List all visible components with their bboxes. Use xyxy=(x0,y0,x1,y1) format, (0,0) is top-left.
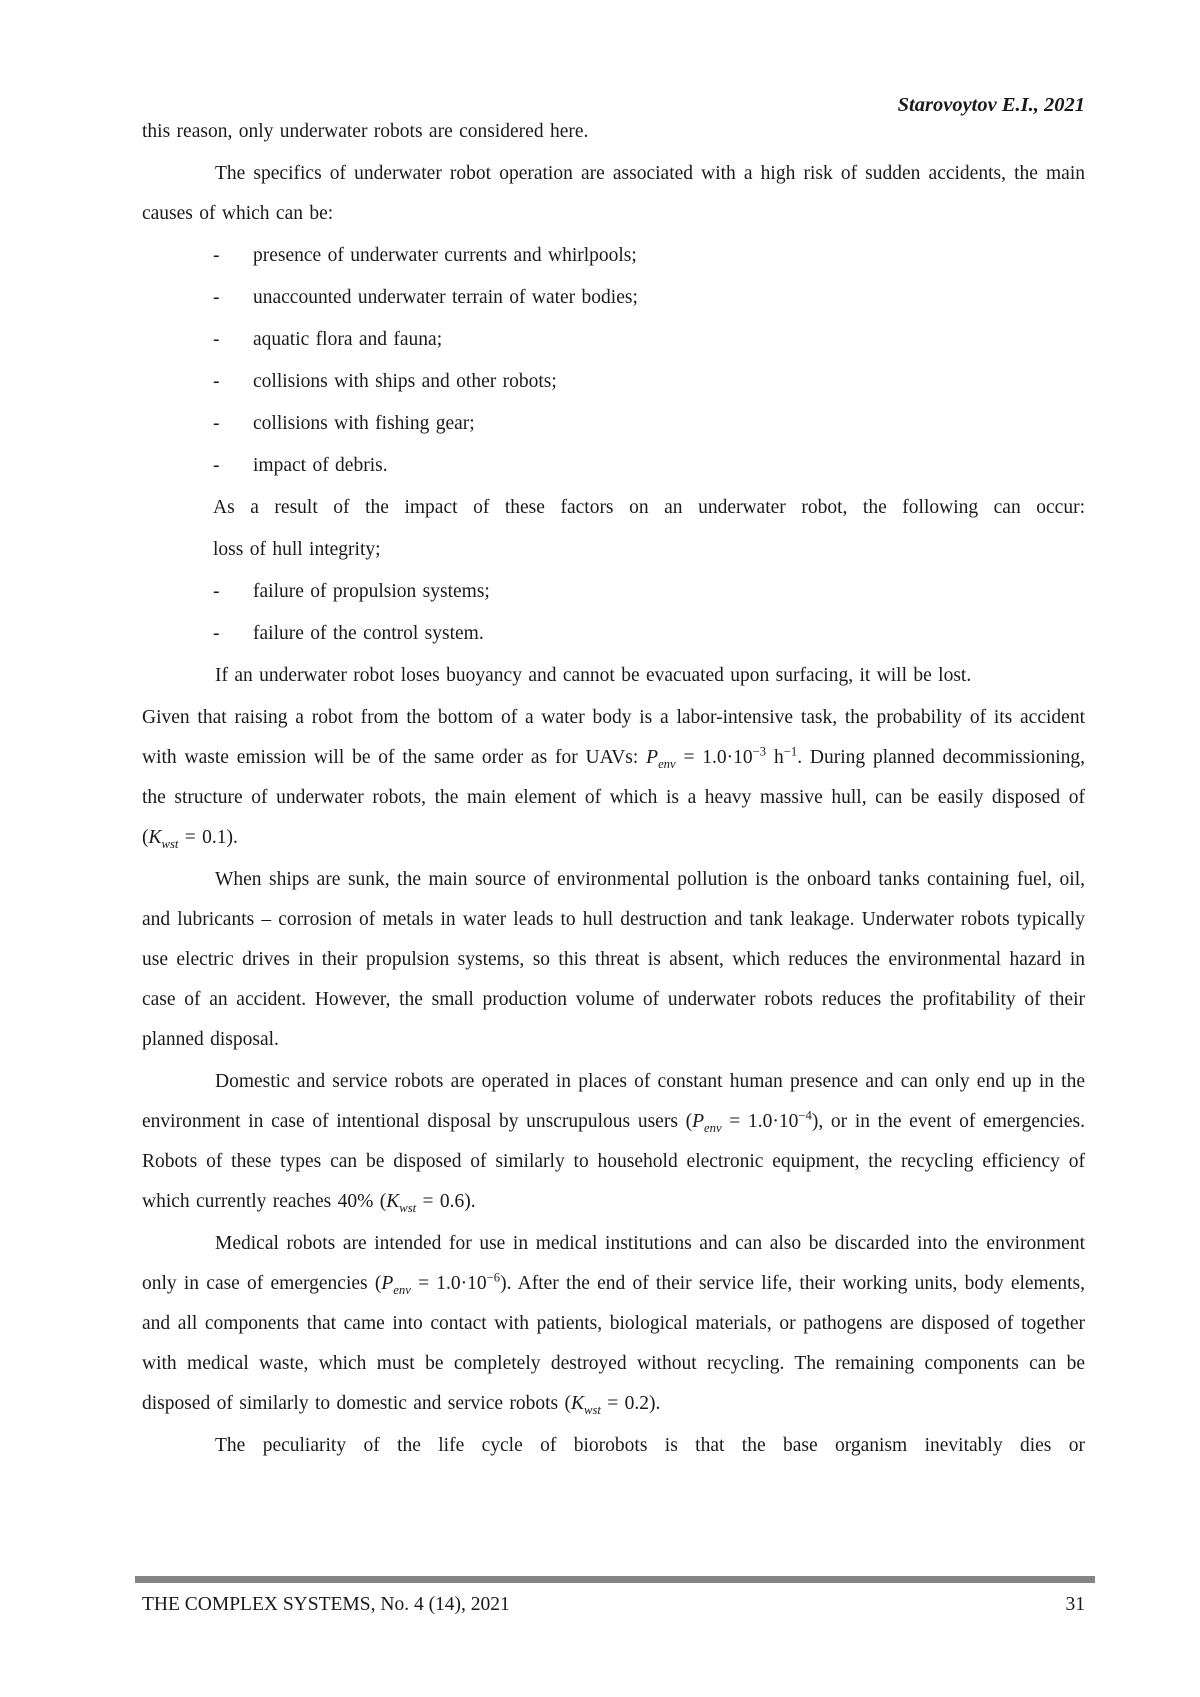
paragraph: this reason, only underwater robots are considered here. xyxy=(142,121,589,142)
list-dash: - xyxy=(213,623,220,644)
list-item-text: failure of the control system. xyxy=(253,623,484,644)
paragraph: When ships are sunk, the main source of environmental pollution is the onboard tanks containing fuel, oil, and lubricants – corrosion of metals in water leads to hull destruction and tank leakage. Underwater robots typically use electric drives in their propulsion systems, so this threat is absent, which reduces the environmental hazard in case of an accident. However, the small production volume of underwater robots reduces the profitability of their planned disposal. xyxy=(142,869,1085,1050)
paragraph: Medical robots are intended for use in medical institutions and can also be discarded into the environment only in case of emergencies $(P_{env} = 1.0\cdot 10^{-6})$. After the end of their service life, their working units, body elements, and all components that came into contact with patients, biological materials, or pathogens are disposed of together with medical waste, which must be completely destroyed without recycling. The remaining components can be disposed of similarly to domestic and service robots $(K_{wst} = 0.2)$. xyxy=(142,1233,1085,1417)
list-dash: - xyxy=(213,329,220,350)
list-dash: - xyxy=(213,455,220,476)
list-item-text: aquatic flora and fauna; xyxy=(253,329,443,350)
list-item-text: unaccounted underwater terrain of water bodies; xyxy=(253,287,638,308)
paragraph: The specifics of underwater robot operation are associated with a high risk of sudden accidents, the main causes of which can be: xyxy=(142,163,1085,224)
list-item xyxy=(142,404,1085,444)
page-footer xyxy=(142,1585,1085,1625)
list-item-text: failure of propulsion systems; xyxy=(253,581,490,602)
paragraph: The peculiarity of the life cycle of biorobots is that the base organism inevitably dies or xyxy=(215,1435,1085,1456)
paragraph: Domestic and service robots are operated in places of constant human presence and can only end up in the environment in case of intentional disposal by unscrupulous users $(P_{env} = 1.0\cdot 10^{-4})$, or in the event of emergencies. Robots of these types can be disposed of similarly to household electronic equipment, the recycling efficiency of which currently reaches 40% $(K_{wst} = 0.6)$. xyxy=(142,1071,1085,1215)
journal-title: THE COMPLEX SYSTEMS, No. 4 (14), 2021 xyxy=(142,1594,510,1615)
paragraph: If an underwater robot loses buoyancy and cannot be evacuated upon surfacing, it will be lost. xyxy=(215,665,972,686)
list-item xyxy=(142,362,1085,402)
list-item-text: collisions with ships and other robots; xyxy=(253,371,557,392)
paragraph: Given that raising a robot from the bottom of a water body is a labor-intensive task, the probability of its accident with waste emission will be of the same order as for UAVs: $P_{env} = 1.0\cdot 10^{-3}$ $h^{-1}$. During planned decommissioning, the structure of underwater robots, the main element of which is a heavy massive hull, can be easily disposed of $(K_{wst} = 0.1)$. xyxy=(142,707,1085,851)
list-dash: - xyxy=(213,245,220,266)
list-item xyxy=(142,320,1085,360)
author-line: Starovoytov E.I., 2021 xyxy=(897,94,1085,116)
paragraph: As a result of the impact of these factors on an underwater robot, the following can occur: xyxy=(213,497,1085,518)
list-item xyxy=(142,278,1085,318)
list-item-text: impact of debris. xyxy=(253,455,388,476)
list-dash: - xyxy=(213,287,220,308)
paragraph: loss of hull integrity; xyxy=(213,539,381,560)
list-item xyxy=(142,236,1085,276)
footer-rule xyxy=(135,1576,1095,1583)
body-content xyxy=(142,112,1085,1468)
list-dash: - xyxy=(213,371,220,392)
list-item xyxy=(142,614,1085,654)
list-item-text: collisions with fishing gear; xyxy=(253,413,475,434)
list-item xyxy=(142,572,1085,612)
list-dash: - xyxy=(213,413,220,434)
list-item-text: presence of underwater currents and whirlpools; xyxy=(253,245,637,266)
list-item xyxy=(142,446,1085,486)
page-number: 31 xyxy=(1065,1594,1085,1615)
list-dash: - xyxy=(213,581,220,602)
